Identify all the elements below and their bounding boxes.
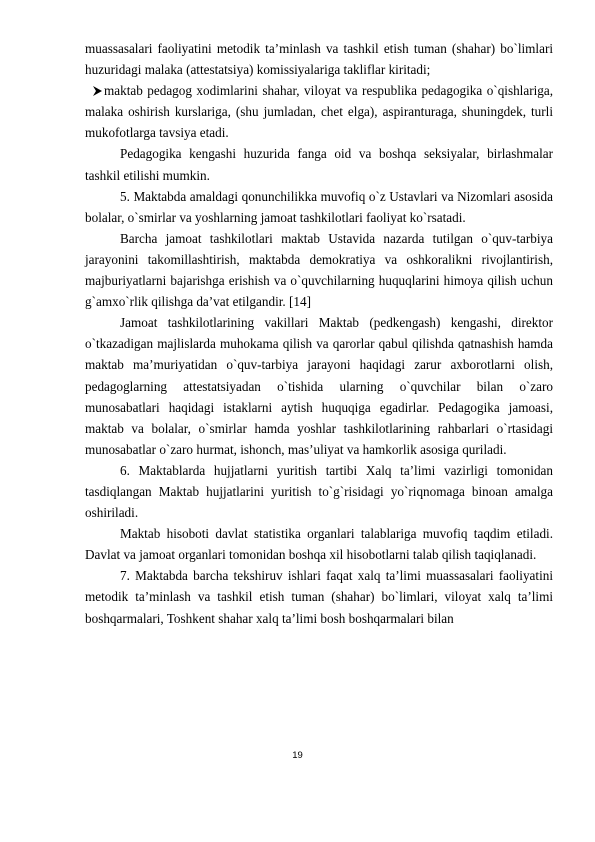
paragraph: Pedagogika kengashi huzurida fanga oid va boshqa seksiyalar, birlashmalar tashkil etilishi mumkin. [85, 146, 553, 183]
paragraph: Maktab hisoboti davlat statistika organlari talablariga muvofiq taqdim etiladi. Davlat va jamoat organlari tomonidan boshqa xil hisobotlarni talab qilish taqiqlanadi. [85, 526, 553, 563]
paragraph: 7. Maktabda barcha tekshiruv ishlari faqat xalq ta’limi muassasalari faoliyatini metodik ta’minlash va tashkil etish tuman (shahar) bo`limlari, viloyat xalq ta’limi boshqarmalari, Toshkent shahar xalq ta’limi bosh boshqarmalari bilan [85, 568, 553, 626]
bullet-item [85, 80, 553, 143]
page-number: 19 [292, 750, 303, 761]
paragraph: Jamoat tashkilotlarining vakillari Maktab (pedkengash) kengashi, direktor o`tkazadigan majlislarda muhokama qilish va qarorlar qabul qilishda qatnashish hamda maktab ma’muriyatidan o`quv-tarbiya jarayoni haqidagi zarur axborotlarni olish, pedagoglarning attestatsiyadan o`tishida ularning o`quvchilar bilan o`zaro munosabatlari haqidagi istaklarni aytish huquqiga egadirlar. Pedagogika jamoasi, maktab va bolalar, o`smirlar hamda yoshlar tashkilotlarining rahbarlari o`rtasidagi munosabatlar o`zaro hurmat, ishonch, mas’uliyat va hamkorlik asosiga quriladi. [85, 315, 553, 457]
paragraph: 6. Maktablarda hujjatlarni yuritish tartibi Xalq ta’limi vazirligi tomonidan tasdiqlangan Maktab hujjatlarini yuritish to`g`risidagi yo`riqnomaga binoan amalga oshiriladi. [85, 462, 553, 521]
paragraph: Barcha jamoat tashkilotlari maktab Ustavida nazarda tutilgan o`quv-tarbiya jarayonini takomillashtirish, maktabda demokratiya va oshkoralikni rivojlantirish, majburiyatlarni bajarishga erishish va o`quvchilarning huquqlarini himoya qilish uchun g`amxo`rlik qilishga da’vat etilgandir. [14] [85, 230, 553, 310]
bullet-text: maktab pedagog xodimlarini shahar, viloyat va respublika pedagogika o`qishlariga, malaka oshirish kurslariga, (shu jumladan, chet elga), aspiranturaga, shuningdek, turli mukofotlarga tavsiya etadi. [85, 83, 553, 141]
arrow-bullet-icon [93, 80, 104, 101]
paragraph: 5. Maktabda amaldagi qonunchilikka muvofiq o`z Ustavlari va Nizomlari asosida bolalar, o`smirlar va yoshlarning jamoat tashkilotlari faoliyat ko`rsatadi. [85, 188, 553, 225]
paragraph-continuation: muassasalari faoliyatini metodik ta’minlash va tashkil etish tuman (shahar) bo`limlari huzuridagi malaka (attestatsiya) komissiyalariga takliflar kiritadi; [85, 41, 553, 78]
page-body [85, 38, 553, 629]
